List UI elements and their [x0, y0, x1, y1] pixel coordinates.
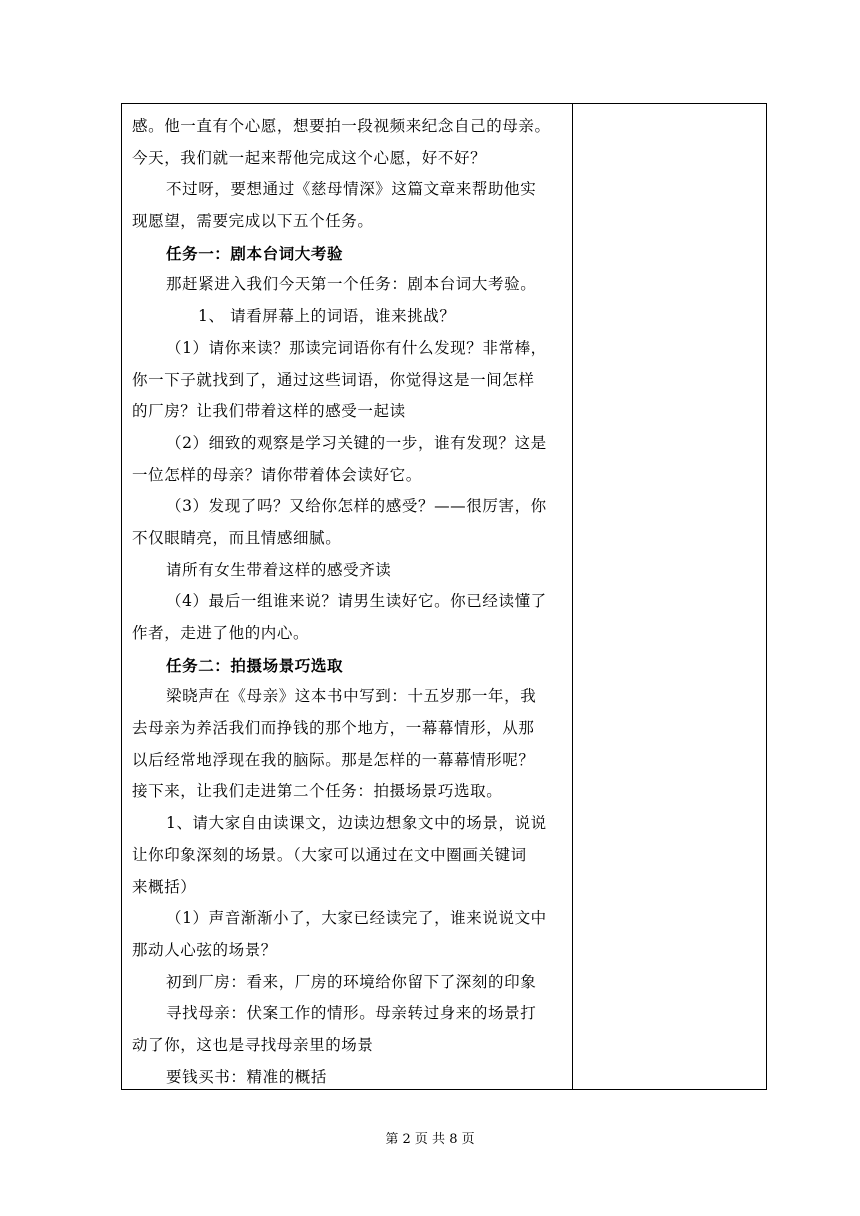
task-heading: 任务一：剧本台词大考验: [166, 243, 344, 263]
text-line: （1）请你来读？那读完词语你有什么发现？非常棒，: [166, 338, 547, 357]
notes-column: [573, 104, 766, 1089]
text-line: 那动人心弦的场景？: [132, 940, 277, 959]
text-line: 动了你，这也是寻找母亲里的场景: [132, 1035, 374, 1054]
text-line: 的厂房？让我们带着这样的感受一起读: [132, 402, 406, 421]
text-line: （4）最后一组谁来说？请男生读好它。你已经读懂了: [166, 592, 547, 611]
lesson-content-column: [132, 111, 568, 1093]
text-line: 那赶紧进入我们今天第一个任务：剧本台词大考验。: [166, 275, 537, 294]
text-line: 梁晓声在《母亲》这本书中写到：十五岁那一年，我: [166, 687, 537, 706]
text-line: （1）声音渐渐小了，大家已经读完了，谁来说说文中: [166, 909, 547, 928]
text-line: 现愿望，需要完成以下五个任务。: [132, 212, 374, 231]
text-line: （2）细致的观察是学习关键的一步，谁有发现？这是: [166, 433, 547, 452]
text-line: 不仅眼睛亮，而且情感细腻。: [132, 528, 342, 547]
text-line: 接下来，让我们走进第二个任务：拍摄场景巧选取。: [132, 782, 503, 801]
text-line: 今天，我们就一起来帮他完成这个心愿，好不好？: [132, 148, 487, 167]
text-line: 作者，走进了他的内心。: [132, 624, 310, 642]
text-line: 感。他一直有个心愿，想要拍一段视频来纪念自己的母亲。: [132, 117, 551, 135]
text-line: 请所有女生带着这样的感受齐读: [166, 560, 392, 579]
text-line: （3）发现了吗？又给你怎样的感受？——很厉害，你: [166, 497, 547, 516]
task-heading: 任务二：拍摄场景巧选取: [166, 655, 344, 675]
text-line: 去母亲为养活我们而挣钱的那个地方，一幕幕情形，从那: [132, 719, 535, 738]
text-line: 1、请大家自由读课文，边读边想象文中的场景，说说: [166, 814, 547, 833]
text-line: 让你印象深刻的场景。（大家可以通过在文中圈画关键词: [132, 845, 527, 864]
text-line: 要钱买书：精准的概括: [166, 1067, 328, 1086]
text-line: 你一下子就找到了，通过这些词语，你觉得这是一间怎样: [132, 370, 535, 389]
lesson-table: [121, 103, 767, 1090]
text-line: 1、 请看屏幕上的词语，谁来挑战？: [198, 307, 456, 326]
text-line: 以后经常地浮现在我的脑际。那是怎样的一幕幕情形呢？: [132, 750, 535, 769]
text-line: 不过呀，要想通过《慈母情深》这篇文章来帮助他实: [166, 180, 537, 199]
page-footer: 第 2 页 共 8 页: [385, 1132, 475, 1147]
text-line: 初到厂房：看来，厂房的环境给你留下了深刻的印象: [166, 972, 537, 991]
text-line: 一位怎样的母亲？请你带着体会读好它。: [132, 465, 422, 484]
text-line: 寻找母亲：伏案工作的情形。母亲转过身来的场景打: [166, 1004, 537, 1023]
text-line: 来概括）: [132, 877, 197, 896]
